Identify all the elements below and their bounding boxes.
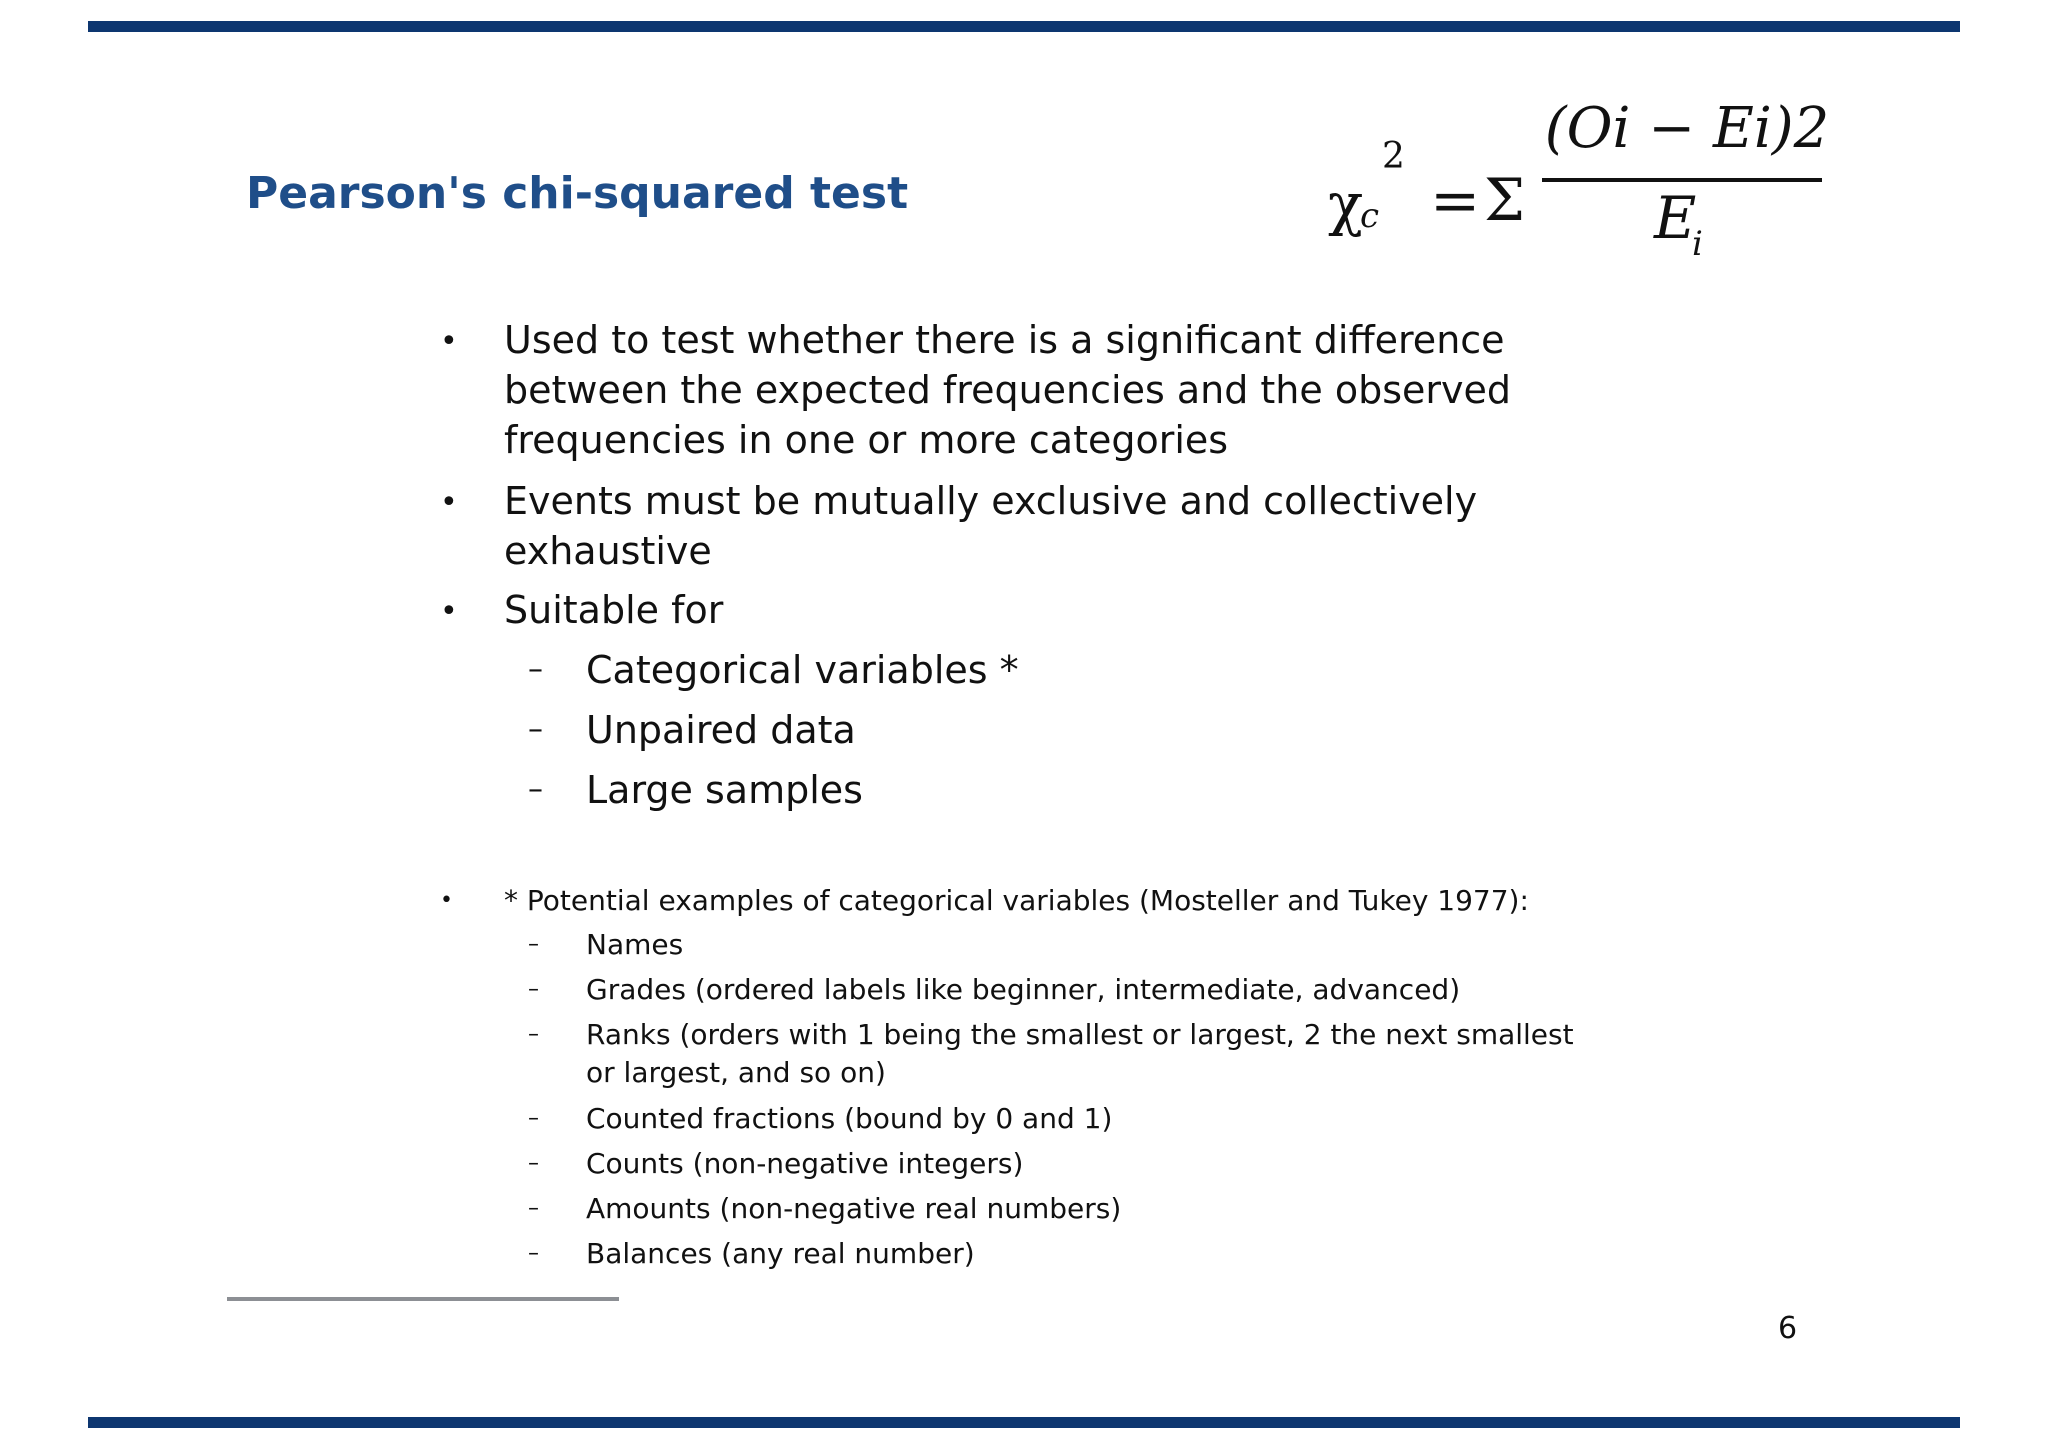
footnote-item-text: Ranks (orders with 1 being the smallest or largest, 2 the next smallest or largest, and so on) — [586, 1018, 1574, 1089]
formula-chi-superscript: 2 — [1382, 136, 1405, 177]
page-number: 6 — [1778, 1311, 1798, 1346]
footnote-item-marker: – — [528, 977, 539, 1002]
sub-bullet-marker: – — [528, 772, 543, 807]
bullet-marker: • — [440, 594, 458, 629]
formula-equals: = — [1430, 166, 1481, 236]
footnote-item-marker: – — [528, 1106, 539, 1131]
footnote-item-text: Amounts (non-negative real numbers) — [586, 1192, 1122, 1225]
formula-denominator-subscript: i — [1692, 224, 1703, 264]
footnote-item-text: Counts (non-negative integers) — [586, 1147, 1024, 1180]
bullet-text: Suitable for — [504, 588, 724, 632]
footnote-marker: • — [440, 888, 453, 913]
formula-fraction-bar — [1542, 178, 1822, 182]
formula-sigma: Σ — [1484, 166, 1526, 234]
bullet-text: Events must be mutually exclusive and collectively exhaustive — [504, 479, 1478, 573]
slide-title: Pearson's chi-squared test — [246, 168, 909, 219]
footnote-item-marker: – — [528, 1022, 539, 1047]
formula-chi-subscript: c — [1360, 196, 1380, 236]
bullet-marker: • — [440, 485, 458, 520]
bullet-marker: • — [440, 324, 458, 359]
sub-bullet-marker: – — [528, 712, 543, 747]
footnote-item-text: Names — [586, 928, 684, 961]
footnote-item-marker: – — [528, 1196, 539, 1221]
footnote-item-text: Grades (ordered labels like beginner, intermediate, advanced) — [586, 973, 1461, 1006]
sub-bullet-text: Categorical variables * — [586, 648, 1019, 692]
top-rule — [88, 21, 1960, 32]
footnote-item-marker: – — [528, 932, 539, 957]
formula-denominator: E — [1654, 184, 1697, 252]
footnote-separator — [227, 1297, 619, 1301]
sub-bullet-text: Large samples — [586, 768, 863, 812]
footnote-text: * Potential examples of categorical variables (Mosteller and Tukey 1977): — [504, 884, 1529, 917]
bullet-text: Used to test whether there is a significant difference between the expected frequencies and the observed frequencies in one or more categories — [504, 318, 1511, 462]
formula-chi-symbol: χ — [1328, 170, 1364, 238]
footnote-item-text: Balances (any real number) — [586, 1237, 975, 1270]
formula-numerator: (Oi − Ei)2 — [1544, 96, 1830, 161]
footnote-item-text: Counted fractions (bound by 0 and 1) — [586, 1102, 1113, 1135]
footnote-item-marker: – — [528, 1151, 539, 1176]
footnote-item-marker: – — [528, 1241, 539, 1266]
chi-squared-formula — [1324, 92, 1830, 264]
sub-bullet-text: Unpaired data — [586, 708, 856, 752]
sub-bullet-marker: – — [528, 652, 543, 687]
bottom-rule — [88, 1417, 1960, 1428]
